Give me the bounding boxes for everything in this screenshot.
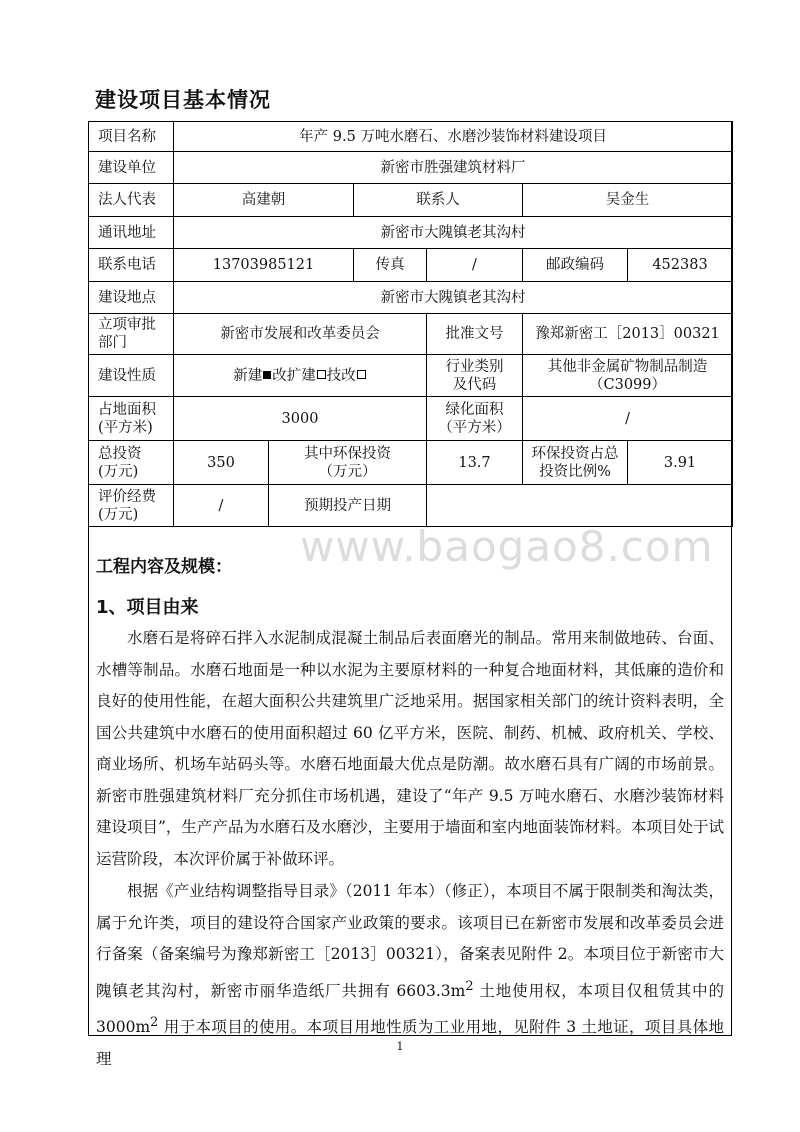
approval-dept-label-line1: 立项审批	[98, 317, 156, 333]
green-label-line2: （平方米）	[438, 419, 511, 436]
sub-heading: 1、项目由来	[96, 597, 199, 618]
nature-label: 建设性质	[89, 355, 174, 397]
table-row	[89, 397, 733, 441]
area-value: 3000	[174, 397, 427, 441]
fee-label-line2: (万元)	[98, 506, 139, 523]
legal-value: 高建朝	[174, 184, 354, 217]
fee-value: /	[174, 485, 269, 527]
table-row	[89, 122, 733, 152]
ratio-label-line1: 环保投资占总	[531, 445, 619, 462]
superscript-2: 2	[150, 1015, 159, 1031]
paragraph-1-text: 水磨石是将碎石拌入水泥制成混凝土制品后表面磨光的制品。常用来制做地砖、台面、水槽等制品。水磨石地面是一种以水泥为主要原材料的一种复合地面材料，其低廉的造价和良好的使用性能，在超大面积公共建筑里广泛地采用。据国家相关部门的统计资料表明，全国公共建筑中水磨石的使用面积超过 60 亿平方米，医院、制药、机械、政府机关、学校、商业场所、机场车站码头等。水磨石地面最大优点是防潮。故水磨石具有广阔的市场前景。新密市胜强建筑材料厂充分抓住市场机遇，建设了“年产 9.5 万吨水磨石、水磨沙装饰材料建设项目”，生产产品为水磨石及水磨沙，主要用于墙面和室内地面装饰材料。本项目处于试运营阶段，本次评价属于补做环评。	[96, 629, 724, 868]
table-row	[89, 249, 733, 282]
industry-line2: （C3099）	[589, 376, 667, 393]
nature-tech: 技改	[326, 367, 356, 384]
ratio-label	[523, 441, 628, 485]
nature-expand: 改扩建	[272, 367, 316, 384]
address-label: 通讯地址	[89, 217, 174, 249]
postcode-value: 452383	[628, 249, 733, 282]
table-row	[89, 441, 733, 485]
fax-value: /	[427, 249, 523, 282]
table-row	[89, 314, 733, 355]
paragraph-2-part-b: 土地使用权，本项目仅租赁其中的 3000m	[96, 981, 724, 1037]
env-invest-label	[269, 441, 427, 485]
contact-label: 联系人	[354, 184, 523, 217]
phone-value: 13703985121	[174, 249, 354, 282]
page-number: 1	[396, 1040, 404, 1053]
page-title: 建设项目基本情况	[95, 88, 271, 112]
area-label-line1: 占地面积	[98, 401, 156, 418]
area-label	[89, 397, 174, 441]
invest-value: 350	[174, 441, 269, 485]
industry-label-line1: 行业类别	[445, 358, 504, 375]
approval-dept-label	[89, 314, 174, 355]
nature-new: 新建	[233, 367, 263, 384]
invest-label	[89, 441, 174, 485]
ratio-label-line2: 投资比例%	[539, 463, 611, 480]
env-invest-label-line2: （万元）	[318, 463, 377, 480]
green-label	[427, 397, 523, 441]
date-value	[427, 485, 733, 527]
approval-no-label: 批准文号	[427, 314, 523, 355]
industry-label	[427, 355, 523, 397]
approval-dept-label-line2: 部门	[98, 335, 127, 351]
green-label-line1: 绿化面积	[445, 401, 504, 418]
site-label: 建设地点	[89, 282, 174, 314]
project-name-value: 年产 9.5 万吨水磨石、水磨沙装饰材料建设项目	[174, 122, 733, 152]
approval-no-value: 豫郑新密工［2013］00321	[523, 314, 733, 355]
checked-box-icon	[263, 371, 271, 379]
paragraph-2-part-c: 用于本项目的使用。本项目用地性质为工业用地，见附件 3 土地证，项目具体地理	[96, 1018, 724, 1068]
watermark: www.baogao8.com	[300, 522, 714, 571]
unit-label: 建设单位	[89, 152, 174, 184]
contact-value: 吴金生	[523, 184, 733, 217]
area-label-line2: (平方米)	[98, 419, 153, 436]
superscript-2: 2	[465, 978, 474, 994]
phone-label: 联系电话	[89, 249, 174, 282]
unchecked-box-icon	[317, 370, 326, 379]
postcode-label: 邮政编码	[523, 249, 628, 282]
ratio-value: 3.91	[628, 441, 733, 485]
unchecked-box-icon	[357, 370, 366, 379]
unit-value: 新密市胜强建筑材料厂	[174, 152, 733, 184]
legal-label: 法人代表	[89, 184, 174, 217]
invest-label-line2: (万元)	[98, 463, 139, 480]
date-label: 预期投产日期	[269, 485, 427, 527]
fee-label-line1: 评价经费	[98, 488, 156, 505]
invest-label-line1: 总投资	[98, 445, 142, 462]
industry-label-line2: 及代码	[452, 376, 497, 393]
nature-value	[174, 355, 427, 397]
industry-line1: 其他非金属矿物制品制造	[547, 358, 708, 375]
table-row	[89, 184, 733, 217]
env-invest-value: 13.7	[427, 441, 523, 485]
address-value: 新密市大隗镇老其沟村	[174, 217, 733, 249]
project-info-table	[88, 121, 733, 527]
project-name-label: 项目名称	[89, 122, 174, 152]
table-row	[89, 152, 733, 184]
paragraph-2-part-a: 根据《产业结构调整指导目录》（2011 年本）（修正），本项目不属于限制类和淘汰类，属于允许类，项目的建设符合国家产业政策的要求。该项目已在新密市发展和改革委员会进行备案（备案编号为豫郑新密工［2013］00321），备案表见附件 2。本项目位于新密市大隗镇老其沟村，新密市丽华造纸厂共拥有 6603.3m	[96, 882, 724, 1000]
fax-label: 传真	[354, 249, 427, 282]
table-row	[89, 282, 733, 314]
section-heading: 工程内容及规模：	[96, 557, 232, 577]
fee-label	[89, 485, 174, 527]
industry-value	[523, 355, 733, 397]
site-value: 新密市大隗镇老其沟村	[174, 282, 733, 314]
approval-dept-value: 新密市发展和改革委员会	[174, 314, 427, 355]
table-row	[89, 217, 733, 249]
paragraph-1	[96, 623, 724, 875]
green-value: /	[523, 397, 733, 441]
table-row	[89, 485, 733, 527]
env-invest-label-line1: 其中环保投资	[304, 445, 391, 462]
table-row	[89, 355, 733, 397]
